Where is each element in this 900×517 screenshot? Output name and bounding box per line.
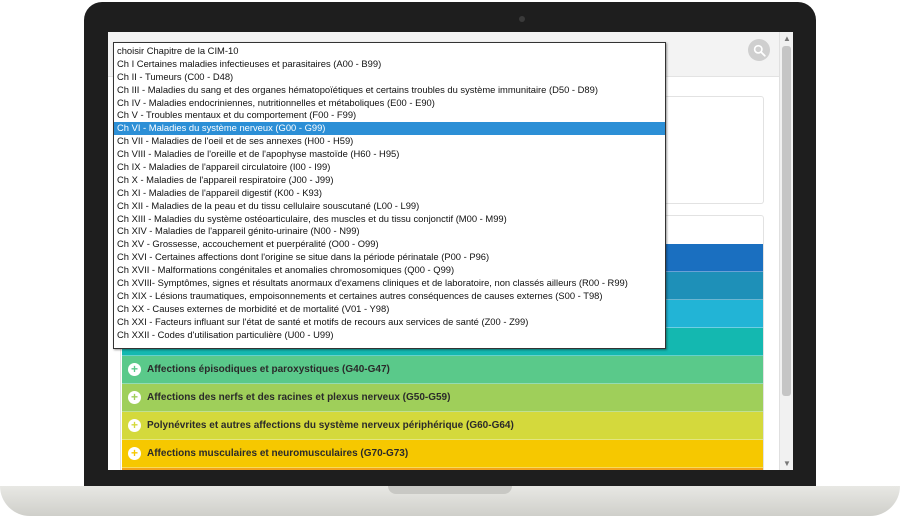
plus-circle-icon[interactable]: +: [128, 391, 141, 404]
dropdown-option[interactable]: Ch XII - Maladies de la peau et du tissu cellulaire souscutané (L00 - L99): [117, 199, 420, 211]
dropdown-option[interactable]: Ch X - Maladies de l'appareil respiratoire (J00 - J99): [117, 173, 334, 185]
dropdown-option[interactable]: Ch IX - Maladies de l'appareil circulatoire (I00 - I99): [117, 161, 331, 173]
dropdown-option[interactable]: Ch XXII - Codes d'utilisation particulière (U00 - U99): [117, 328, 334, 340]
category-label: Polynévrites et autres affections du système nerveux périphérique (G60-G64): [147, 420, 514, 431]
plus-circle-icon[interactable]: +: [128, 419, 141, 432]
dropdown-option[interactable]: Ch XI - Maladies de l'appareil digestif (K00 - K93): [117, 186, 323, 198]
dropdown-option[interactable]: Ch XX - Causes externes de morbidité et de mortalité (V01 - Y98): [117, 302, 390, 314]
plus-circle-icon[interactable]: +: [128, 447, 141, 460]
dropdown-option[interactable]: Ch XIV - Maladies de l'appareil génito-urinaire (N00 - N99): [117, 225, 360, 237]
dropdown-option[interactable]: Ch XXI - Facteurs influant sur l'état de santé et motifs de recours aux services de santé (Z00 - Z99): [117, 315, 529, 327]
search-icon: [753, 44, 766, 57]
chapter-dropdown-list[interactable]: [113, 42, 666, 349]
search-button[interactable]: [748, 39, 770, 61]
dropdown-option[interactable]: Ch XV - Grossesse, accouchement et puerpéralité (O00 - O99): [117, 238, 379, 250]
plus-circle-icon[interactable]: +: [128, 363, 141, 376]
dropdown-option[interactable]: Ch IV - Maladies endocriniennes, nutritionnelles et métaboliques (E00 - E90): [117, 96, 435, 108]
chevron-down-icon[interactable]: ▼: [783, 459, 791, 468]
scroll-thumb[interactable]: [782, 46, 791, 396]
dropdown-option[interactable]: Ch XVI - Certaines affections dont l'origine se situe dans la période périnatale (P00 - P96): [117, 251, 490, 263]
camera-icon: [519, 16, 525, 22]
category-band[interactable]: [122, 468, 763, 470]
dropdown-option[interactable]: Ch XVIII- Symptômes, signes et résultats anormaux d'examens cliniques et de laboratoire, non classés ailleurs (R00 - R99): [117, 277, 628, 289]
category-label: Affections des nerfs et des racines et plexus nerveux (G50-G59): [147, 392, 451, 403]
dropdown-option[interactable]: Ch VI - Maladies du système nerveux (G00 - G99): [114, 122, 665, 135]
category-band[interactable]: [122, 384, 763, 412]
category-band[interactable]: [122, 356, 763, 384]
dropdown-option[interactable]: Ch VII - Maladies de l'oeil et de ses annexes (H00 - H59): [117, 135, 354, 147]
dropdown-option[interactable]: Ch II - Tumeurs (C00 - D48): [117, 70, 234, 82]
category-band[interactable]: [122, 412, 763, 440]
dropdown-option[interactable]: Ch I Certaines maladies infectieuses et parasitaires (A00 - B99): [117, 57, 382, 69]
laptop-notch: [388, 486, 512, 494]
chevron-up-icon[interactable]: ▲: [783, 34, 791, 43]
dropdown-option[interactable]: Ch XVII - Malformations congénitales et anomalies chromosomiques (Q00 - Q99): [117, 264, 455, 276]
dropdown-option[interactable]: Ch V - Troubles mentaux et du comportement (F00 - F99): [117, 109, 357, 121]
dropdown-option[interactable]: Ch XIX - Lésions traumatiques, empoisonnements et certaines autres conséquences de causes externes (S00 - T98): [117, 289, 603, 301]
category-band[interactable]: [122, 440, 763, 468]
dropdown-option[interactable]: Ch XIII - Maladies du système ostéoarticulaire, des muscles et du tissu conjonctif (M00 - M99): [117, 212, 507, 224]
category-label: Affections musculaires et neuromusculaires (G70-G73): [147, 448, 409, 459]
category-label: Affections épisodiques et paroxystiques (G40-G47): [147, 364, 390, 375]
page-scrollbar[interactable]: [779, 32, 793, 470]
dropdown-option[interactable]: choisir Chapitre de la CIM-10: [117, 45, 239, 56]
dropdown-option[interactable]: Ch VIII - Maladies de l'oreille et de l'apophyse mastoïde (H60 - H95): [117, 148, 400, 160]
dropdown-option[interactable]: Ch III - Maladies du sang et des organes hématopoïétiques et certains troubles du système immunitaire (D50 - D89): [117, 83, 598, 95]
